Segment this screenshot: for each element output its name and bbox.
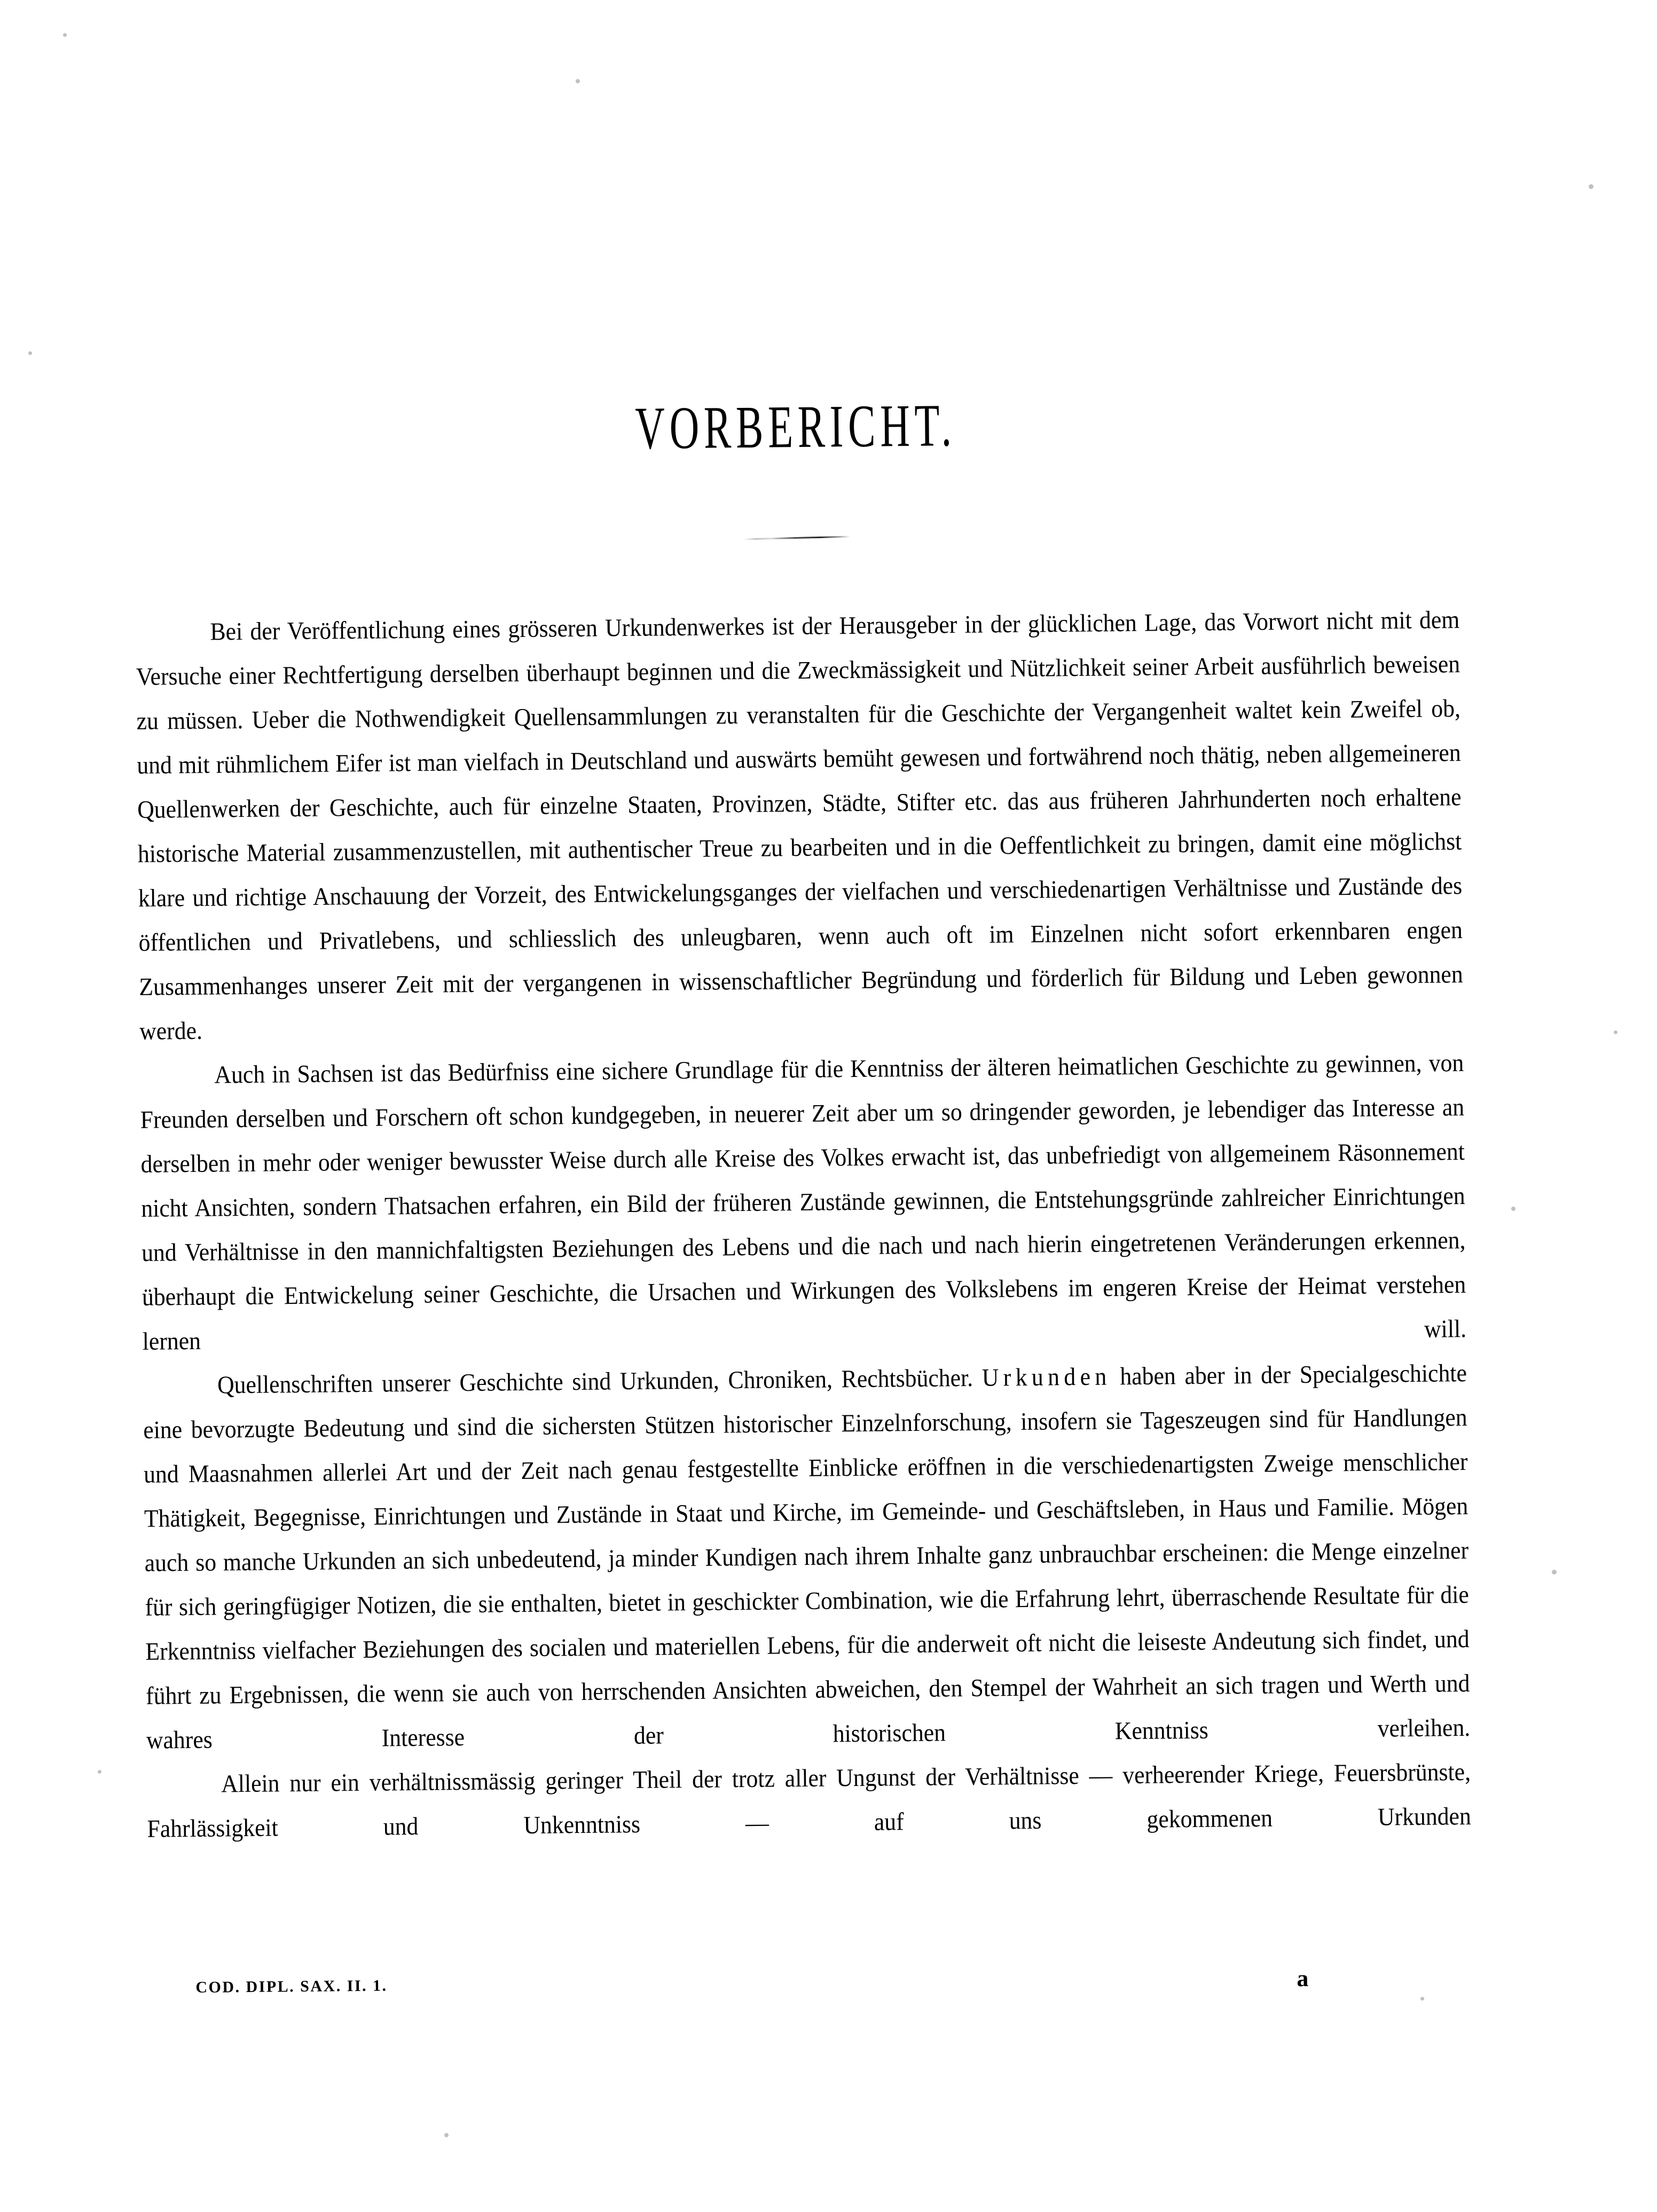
paragraph-3-emphasis: Urkunden bbox=[981, 1363, 1111, 1392]
page-title: VORBERICHT. bbox=[635, 391, 957, 462]
scan-speck bbox=[1589, 184, 1593, 189]
scan-speck bbox=[576, 79, 580, 83]
page-footer bbox=[148, 1966, 1473, 2011]
paragraph-3-lead: Quellenschriften unserer Geschichte sind Urkunden, Chroniken, Rechtsbücher. bbox=[217, 1364, 983, 1399]
paragraph-2: Auch in Sachsen ist das Bedürfniss eine sichere Grundlage für die Kenntniss der älteren heimatlichen Geschichte zu gewinnen, von Freunden derselben und Forschern oft schon kundgegeben, in neuerer Zeit aber um so dringender geworden, je lebendiger das Interesse an derselben in mehr oder weniger bewusster Weise durch alle Kreise des Volkes erwacht ist, das unbefriedigt von allgemeinem Räsonnement nicht Ansichten, sondern Thatsachen erfahren, ein Bild der früheren Zustände gewinnen, die Entstehungsgründe zahlreicher Einrichtungen und Verhältnisse in den mannichfaltigsten Beziehungen des Lebens und die nach und nach hierin eingetretenen Veränderungen erkennen, überhaupt die Entwickelung seiner Geschichte, die Ursachen und Wirkungen des Volkslebens im engeren Kreise der Heimat verstehen lernen will. bbox=[140, 1049, 1467, 1356]
paragraph-3-rest: haben aber in der Specialgeschichte eine bevorzugte Bedeutung und sind die sichersten Stützen historischer Einzelnforschung, insofern sie Tageszeugen sind für Handlungen und Maasnahmen allerlei Art und der Zeit nach genau festgestellte Einblicke eröffnen in die verschiedenartigsten Zweige menschlicher Thätigkeit, Begegnisse, Einrichtungen und Zustände in Staat und Kirche, im Gemeinde- und Geschäftsleben, in Haus und Familie. Mögen auch so manche Urkunden an sich unbedeutend, ja minder Kundigen nach ihrem Inhalte ganz unbrauchbar erscheinen: die Menge einzelner für sich geringfügiger Notizen, die sie enthalten, bietet in geschickter Combination, wie die Erfahrung lehrt, überraschende Resultate für die Erkenntniss vielfacher Beziehungen des socialen und materiellen Lebens, für die anderweit oft nicht die leiseste Andeutung sich findet, und führt zu Ergebnissen, die wenn sie auch von herrschenden Ansichten abweichen, den Stempel der Wahrheit an sich tragen und Werth und wahres Interesse der historischen Kenntniss verleihen. bbox=[143, 1359, 1471, 1754]
paragraph-4: Allein nur ein verhältnissmässig geringer Theil der trotz aller Ungunst der Verhältnisse — verheerender Kriege, Feuersbrünste, Fahrlässigkeit und Unkenntniss — auf uns gekommenen Urkunden bbox=[147, 1758, 1472, 1843]
type-area bbox=[133, 391, 1472, 1996]
scan-speck bbox=[1511, 1207, 1515, 1211]
scan-speck bbox=[1614, 1030, 1617, 1034]
scan-speck bbox=[28, 351, 32, 355]
signature-mark: a bbox=[1297, 1965, 1309, 1992]
paragraph-3 bbox=[143, 1351, 1470, 1763]
ornament-rule-wrapper bbox=[135, 525, 1459, 548]
body-text bbox=[136, 598, 1472, 1852]
scan-speck bbox=[98, 1770, 101, 1774]
title-block bbox=[133, 391, 1458, 463]
thin-rule-ornament bbox=[743, 536, 850, 540]
scan-speck bbox=[63, 33, 67, 37]
paragraph-1: Bei der Veröffentlichung eines grösseren Urkundenwerkes ist der Herausgeber in der glücklichen Lage, das Vorwort nicht mit dem Versuche einer Rechtfertigung derselben überhaupt beginnen und die Zweckmässigkeit und Nützlichkeit seiner Arbeit ausführlich beweisen zu müssen. Ueber die Nothwendigkeit Quellensammlungen zu veranstalten für die Geschichte der Vergangenheit waltet kein Zweifel ob, und mit rühmlichem Eifer ist man vielfach in Deutschland und auswärts bemüht gewesen und fortwährend noch thätig, neben allgemeineren Quellenwerken der Geschichte, auch für einzelne Staaten, Provinzen, Städte, Stifter etc. das aus früheren Jahrhunderten noch erhaltene historische Material zusammenzustellen, mit authentischer Treue zu bearbeiten und in die Oeffentlichkeit zu bringen, damit eine möglichst klare und richtige Anschauung der Vorzeit, des Entwickelungsganges der vielfachen und verschiedenartigen Verhältnisse und Zustände des öffentlichen und Privatlebens, und schliesslich des unleugbaren, wenn auch oft im Einzelnen nicht sofort erkennbaren engen Zusammenhanges unserer Zeit mit der vergangenen in wissenschaftlicher Begründung und förderlich für Bildung und Leben gewonnen werde. bbox=[136, 606, 1463, 1045]
scan-speck bbox=[444, 2133, 449, 2137]
running-head: COD. DIPL. SAX. II. 1. bbox=[195, 1977, 388, 1996]
scan-speck bbox=[1552, 1570, 1557, 1575]
